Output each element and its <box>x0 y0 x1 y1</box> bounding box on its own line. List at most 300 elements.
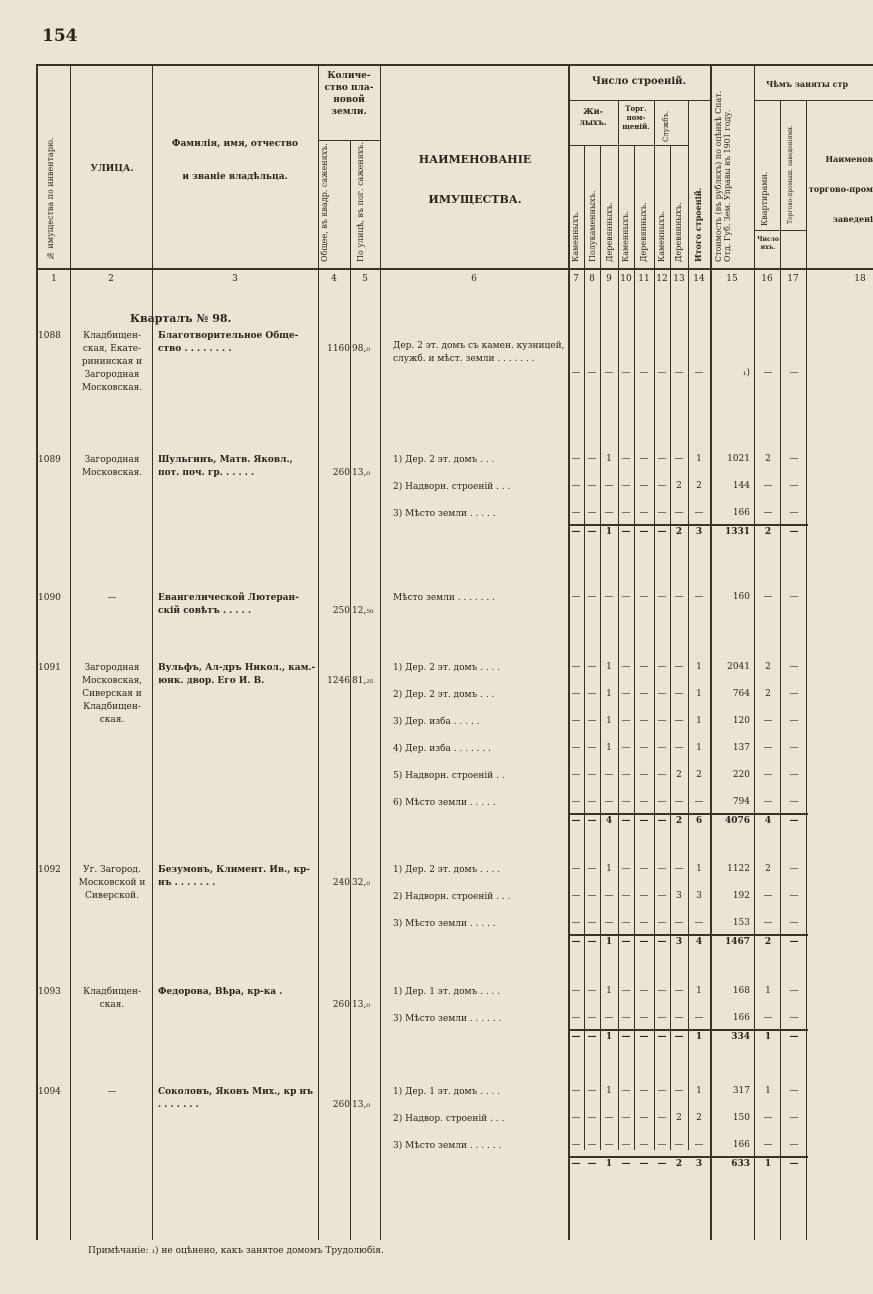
value-cell: — <box>639 662 649 672</box>
value-cell: — <box>763 508 773 518</box>
value-cell: 3 <box>695 1159 703 1169</box>
value-cell: — <box>621 481 631 491</box>
value-cell: — <box>604 891 614 901</box>
value-cell: 1 <box>606 454 612 464</box>
value-cell: — <box>763 481 773 491</box>
value-cell: — <box>571 508 581 518</box>
col-sep <box>780 100 781 1240</box>
street-name: Кладбищен- ская, Екате- рининская и Загородная Московская. <box>81 331 143 393</box>
header-property-name: НАИМЕНОВАНІЕ ИМУЩЕСТВА. <box>418 153 532 206</box>
value-cell: — <box>571 891 581 901</box>
value-cell: — <box>571 918 581 928</box>
value-cell: — <box>604 508 614 518</box>
value-cell: — <box>621 816 631 826</box>
column-number: 11 <box>638 274 650 284</box>
header-subline <box>318 140 380 141</box>
header-stone-1: Каменныхъ. <box>571 210 580 262</box>
value-cell: 2 <box>676 481 682 491</box>
subtotal-line <box>568 524 808 526</box>
value-cell: — <box>571 689 581 699</box>
header-stone-3: Каменныхъ. <box>657 210 666 262</box>
value-cell: 2 <box>676 1113 682 1123</box>
value-cell: — <box>621 770 631 780</box>
subtotal-line <box>568 813 808 815</box>
value-cell: 1122 <box>727 864 750 874</box>
value-cell: 3 <box>676 891 682 901</box>
value-cell: 1 <box>606 689 612 699</box>
value-cell: — <box>694 592 704 602</box>
header-commercial: Торг. пом- щеній. <box>622 104 650 131</box>
value-cell: 166 <box>732 1140 750 1150</box>
value-cell: — <box>587 1086 597 1096</box>
header-subline <box>754 100 873 101</box>
value-cell: 192 <box>732 891 750 901</box>
col-sep <box>568 64 570 1240</box>
column-number: 14 <box>693 274 705 284</box>
value-cell: 2 <box>696 481 702 491</box>
header-inventory-number: № имущества по инвентарю. <box>46 137 55 260</box>
value-cell: — <box>789 743 799 753</box>
value-cell: — <box>621 689 631 699</box>
value-cell: — <box>694 508 704 518</box>
value-cell: — <box>789 481 799 491</box>
value-cell: — <box>587 1159 597 1169</box>
value-cell: — <box>674 986 684 996</box>
value-cell: 1 <box>765 986 771 996</box>
col-sep <box>634 145 635 1150</box>
property-item: Дер. 2 эт. домъ съ камен. кузницей, служб. и мѣст. земли . . . . . . . <box>393 341 565 364</box>
value-cell: — <box>604 592 614 602</box>
value-cell: 137 <box>732 743 750 753</box>
footnote: Примѣчаніе: ₁) не оцѣнено, какъ занятое домомъ Трудолюбія. <box>88 1246 384 1256</box>
value-cell: — <box>674 1086 684 1096</box>
value-cell: — <box>587 689 597 699</box>
value-cell: — <box>621 368 631 378</box>
frontage: 12,₅₀ <box>352 606 374 616</box>
value-cell: — <box>621 918 631 928</box>
value-cell: — <box>657 918 667 928</box>
value-cell: — <box>789 986 799 996</box>
value-cell: 633 <box>731 1159 750 1169</box>
frontage: 13,₀ <box>352 1000 370 1010</box>
value-cell: — <box>639 368 649 378</box>
value-cell: — <box>639 508 649 518</box>
value-cell: 120 <box>732 716 750 726</box>
value-cell: 1 <box>606 662 612 672</box>
value-cell: — <box>789 1159 799 1169</box>
value-cell: 2 <box>765 864 771 874</box>
value-cell: — <box>694 368 704 378</box>
column-number: 6 <box>471 274 477 284</box>
property-item: 1) Дер. 2 эт. домъ . . . . <box>393 663 501 673</box>
value-cell: — <box>604 1140 614 1150</box>
header-trade-establishments: Торгово-промыш. заведенiями. <box>787 125 794 224</box>
value-cell: — <box>657 1013 667 1023</box>
value-cell: — <box>789 508 799 518</box>
value-cell: — <box>571 1032 581 1042</box>
value-cell: — <box>587 1013 597 1023</box>
value-cell: — <box>789 797 799 807</box>
value-cell: — <box>621 937 631 947</box>
value-cell: 764 <box>732 689 750 699</box>
value-cell: — <box>789 662 799 672</box>
value-cell: — <box>763 1140 773 1150</box>
value-cell: — <box>657 481 667 491</box>
value-cell: 2 <box>675 527 683 537</box>
column-number: 1 <box>51 274 57 284</box>
value-cell: 3 <box>695 527 703 537</box>
header-wooden-3: Деревянныхъ. <box>674 202 683 262</box>
value-cell: — <box>587 918 597 928</box>
value-cell: — <box>571 481 581 491</box>
value-cell: — <box>571 1140 581 1150</box>
value-cell: — <box>789 592 799 602</box>
street-name: Кладбищен- ская. <box>83 987 141 1010</box>
value-cell: 160 <box>732 592 750 602</box>
table-top-border <box>36 64 873 66</box>
header-count: Число ихъ. <box>757 236 779 251</box>
subtotal-line <box>568 1156 808 1158</box>
value-cell: — <box>639 797 649 807</box>
value-cell: — <box>657 527 667 537</box>
header-apartments: Квартирами. <box>760 171 769 226</box>
value-cell: — <box>763 891 773 901</box>
col-sep <box>710 64 712 1240</box>
value-cell: — <box>763 592 773 602</box>
value-cell: — <box>639 1159 649 1169</box>
value-cell: 1 <box>764 1159 772 1169</box>
inventory-number: 1094 <box>38 1087 61 1097</box>
value-cell: 1 <box>696 689 702 699</box>
value-cell: — <box>789 864 799 874</box>
property-item: Мѣсто земли . . . . . . . <box>393 593 495 603</box>
value-cell: — <box>621 1159 631 1169</box>
inventory-number: 1092 <box>38 865 61 875</box>
value-cell: — <box>571 368 581 378</box>
land-area: 260 <box>332 1100 350 1110</box>
value-cell: 1 <box>764 1032 772 1042</box>
header-establishment-name: Наименов торгово-пром заведені <box>808 154 873 224</box>
value-cell: — <box>587 986 597 996</box>
value-cell: — <box>789 1013 799 1023</box>
land-area: 1246 <box>327 676 350 686</box>
value-cell: 334 <box>731 1032 750 1042</box>
value-cell: — <box>657 592 667 602</box>
value-cell: — <box>657 743 667 753</box>
col-sep <box>152 64 153 1240</box>
frontage: 98,₀ <box>352 344 370 354</box>
value-cell: — <box>587 716 597 726</box>
value-cell: — <box>789 1113 799 1123</box>
value-cell: — <box>789 368 799 378</box>
value-cell: — <box>621 743 631 753</box>
value-cell: — <box>587 937 597 947</box>
value-cell: — <box>621 864 631 874</box>
value-cell: — <box>674 1140 684 1150</box>
header-bottom-border <box>36 268 873 270</box>
value-cell: — <box>763 918 773 928</box>
column-number: 9 <box>606 274 612 284</box>
column-number: 18 <box>854 274 866 284</box>
street-name: Уг. Загород. Московской и Сиверской. <box>78 865 146 901</box>
header-total-buildings: Итого строеній. <box>693 187 703 262</box>
value-cell: — <box>674 797 684 807</box>
property-item: 1) Дер. 1 эт. домъ . . . . <box>393 1087 501 1097</box>
value-cell: 6 <box>695 816 703 826</box>
value-cell: — <box>587 1032 597 1042</box>
value-cell: — <box>639 1086 649 1096</box>
value-cell: 1331 <box>724 527 750 537</box>
value-cell: — <box>657 1032 667 1042</box>
value-cell: — <box>587 662 597 672</box>
value-cell: — <box>621 797 631 807</box>
value-cell: — <box>639 689 649 699</box>
value-cell: — <box>604 770 614 780</box>
column-number: 4 <box>331 274 337 284</box>
value-cell: — <box>604 797 614 807</box>
inventory-number: 1090 <box>38 593 61 603</box>
value-cell: — <box>639 1032 649 1042</box>
col-sep <box>350 140 351 1240</box>
value-cell: — <box>789 891 799 901</box>
value-cell: 317 <box>732 1086 750 1096</box>
value-cell: — <box>604 1013 614 1023</box>
property-item: 5) Надворн. строеній . . <box>393 771 505 781</box>
value-cell: — <box>763 368 773 378</box>
value-cell: — <box>674 368 684 378</box>
value-cell: — <box>674 689 684 699</box>
column-number: 5 <box>362 274 368 284</box>
value-cell: 1 <box>605 1032 613 1042</box>
value-cell: 1 <box>606 986 612 996</box>
value-cell: — <box>763 1013 773 1023</box>
value-cell: — <box>657 891 667 901</box>
value-cell: — <box>604 1113 614 1123</box>
value-cell: 1 <box>605 937 613 947</box>
value-cell: — <box>789 770 799 780</box>
value-cell: — <box>571 1013 581 1023</box>
value-cell: — <box>639 592 649 602</box>
header-valuation: Стоимость (въ рубляхъ) по оцѣнкѣ Спат. Отд. Губ. Зем. Управы въ 1901 году. <box>714 90 732 262</box>
value-cell: — <box>571 986 581 996</box>
value-cell: — <box>587 592 597 602</box>
property-item: 3) Мѣсто земли . . . . . . <box>393 1014 502 1024</box>
value-cell: — <box>571 527 581 537</box>
header-occupied-by: Чѣмъ заняты стр <box>766 79 849 89</box>
value-cell: — <box>657 797 667 807</box>
col-sep <box>688 100 689 1150</box>
property-item: 2) Дер. 2 эт. домъ . . . <box>393 690 495 700</box>
land-area: 250 <box>332 606 350 616</box>
value-cell: — <box>621 1113 631 1123</box>
value-cell: 2 <box>696 1113 702 1123</box>
value-cell: — <box>674 662 684 672</box>
value-cell: — <box>657 1140 667 1150</box>
land-area: 260 <box>332 468 350 478</box>
col-sep <box>754 64 755 1240</box>
value-cell: — <box>674 716 684 726</box>
value-cell: — <box>587 481 597 491</box>
property-item: 3) Мѣсто земли . . . . . <box>393 509 496 519</box>
value-cell: — <box>763 743 773 753</box>
block-title: Кварталъ № 98. <box>130 312 232 325</box>
property-item: 2) Надворн. строеній . . . <box>393 482 511 492</box>
property-item: 4) Дер. изба . . . . . . . <box>393 744 491 754</box>
owner-name: Благотворительное Обще- ство . . . . . . . . <box>158 331 299 354</box>
value-cell: — <box>639 481 649 491</box>
header-street: УЛИЦА. <box>90 164 134 174</box>
value-cell: — <box>639 454 649 464</box>
property-item: 2) Надворн. строеній . . . <box>393 892 511 902</box>
value-cell: 1 <box>606 1086 612 1096</box>
col-sep <box>380 64 381 1240</box>
value-cell: 1 <box>696 454 702 464</box>
header-subline <box>754 230 806 231</box>
value-cell: 1 <box>606 716 612 726</box>
header-semistone: Полукаменныхъ. <box>588 190 597 262</box>
value-cell: — <box>789 527 799 537</box>
value-cell: — <box>621 508 631 518</box>
header-land-quantity: Количе- ство пла- новой земли. <box>324 71 374 117</box>
value-cell: — <box>604 918 614 928</box>
value-cell: 3 <box>675 937 683 947</box>
value-cell: 153 <box>732 918 750 928</box>
value-cell: — <box>789 689 799 699</box>
owner-name: Евангелической Лютеран- скій совѣтъ . . . . . <box>158 593 299 616</box>
value-cell: — <box>657 662 667 672</box>
value-cell: — <box>694 1013 704 1023</box>
frontage: 32,₀ <box>352 878 370 888</box>
header-residential: Жи- лыхъ. <box>579 106 607 127</box>
value-cell: — <box>639 743 649 753</box>
page-number: 154 <box>42 26 78 46</box>
value-cell: — <box>621 1013 631 1023</box>
value-cell: — <box>587 527 597 537</box>
value-cell: — <box>621 662 631 672</box>
value-cell: — <box>674 454 684 464</box>
street-name: Загородная Московская, Сиверская и Кладбищен- ская. <box>81 663 143 725</box>
value-cell: — <box>639 527 649 537</box>
value-cell: — <box>657 368 667 378</box>
value-cell: 1467 <box>724 937 750 947</box>
value-cell: — <box>571 797 581 807</box>
value-cell: 4 <box>764 816 772 826</box>
value-cell: 1 <box>605 527 613 537</box>
column-number: 7 <box>573 274 579 284</box>
col-sep <box>318 64 319 1240</box>
table-left-border <box>36 64 38 1240</box>
value-cell: — <box>639 918 649 928</box>
value-cell: 2 <box>765 689 771 699</box>
value-cell: — <box>674 743 684 753</box>
value-cell: 1 <box>765 1086 771 1096</box>
value-cell: — <box>571 864 581 874</box>
value-cell: — <box>694 797 704 807</box>
property-item: 1) Дер. 2 эт. домъ . . . <box>393 455 495 465</box>
value-cell: — <box>639 986 649 996</box>
value-cell: 2 <box>675 1159 683 1169</box>
value-cell: — <box>639 937 649 947</box>
value-cell: — <box>763 716 773 726</box>
value-cell: 4076 <box>724 816 750 826</box>
value-cell: 150 <box>732 1113 750 1123</box>
value-cell: 1 <box>696 743 702 753</box>
street-name: — <box>107 1087 117 1097</box>
value-cell: ₁) <box>742 368 750 378</box>
value-cell: 166 <box>732 508 750 518</box>
col-sep <box>600 145 601 1150</box>
header-stone-2: Каменныхъ. <box>621 210 630 262</box>
value-cell: — <box>657 454 667 464</box>
value-cell: — <box>587 508 597 518</box>
value-cell: — <box>674 592 684 602</box>
column-number: 16 <box>761 274 773 284</box>
value-cell: 2 <box>696 770 702 780</box>
value-cell: 4 <box>695 937 703 947</box>
value-cell: — <box>604 368 614 378</box>
value-cell: 1 <box>696 1086 702 1096</box>
value-cell: — <box>789 1086 799 1096</box>
col-sep <box>70 64 71 1240</box>
inventory-number: 1089 <box>38 455 61 465</box>
value-cell: — <box>621 527 631 537</box>
value-cell: — <box>621 1032 631 1042</box>
inventory-number: 1093 <box>38 987 61 997</box>
header-wooden-2: Деревянныхъ. <box>639 202 648 262</box>
value-cell: — <box>621 986 631 996</box>
value-cell: — <box>657 986 667 996</box>
column-number: 10 <box>620 274 632 284</box>
header-subline <box>568 145 688 146</box>
value-cell: — <box>587 743 597 753</box>
column-number: 3 <box>232 274 238 284</box>
header-subline <box>568 100 710 101</box>
col-sep <box>670 145 671 1150</box>
value-cell: — <box>571 1159 581 1169</box>
value-cell: 1 <box>696 716 702 726</box>
value-cell: 2 <box>764 527 772 537</box>
land-area: 260 <box>332 1000 350 1010</box>
value-cell: — <box>587 816 597 826</box>
value-cell: — <box>789 937 799 947</box>
value-cell: 1 <box>605 1159 613 1169</box>
owner-name: Федорова, Вѣра, кр-ка . <box>158 987 283 997</box>
owner-name: Соколовъ, Яковъ Мих., кр нъ . . . . . . . <box>158 1087 313 1110</box>
value-cell: — <box>657 937 667 947</box>
value-cell: — <box>621 592 631 602</box>
value-cell: — <box>571 937 581 947</box>
value-cell: 1 <box>696 662 702 672</box>
property-item: 6) Мѣсто земли . . . . . <box>393 798 496 808</box>
column-number: 17 <box>787 274 799 284</box>
value-cell: — <box>571 454 581 464</box>
value-cell: — <box>571 662 581 672</box>
value-cell: — <box>587 1113 597 1123</box>
value-cell: — <box>587 770 597 780</box>
col-sep <box>584 145 585 1150</box>
value-cell: 2 <box>765 454 771 464</box>
value-cell: — <box>639 770 649 780</box>
value-cell: — <box>789 918 799 928</box>
value-cell: — <box>763 770 773 780</box>
header-wooden-1: Деревянныхъ. <box>605 202 614 262</box>
value-cell: — <box>763 1113 773 1123</box>
value-cell: — <box>789 1140 799 1150</box>
value-cell: 1 <box>696 864 702 874</box>
value-cell: 1021 <box>727 454 750 464</box>
value-cell: — <box>674 508 684 518</box>
frontage: 81,₂₅ <box>352 676 374 686</box>
